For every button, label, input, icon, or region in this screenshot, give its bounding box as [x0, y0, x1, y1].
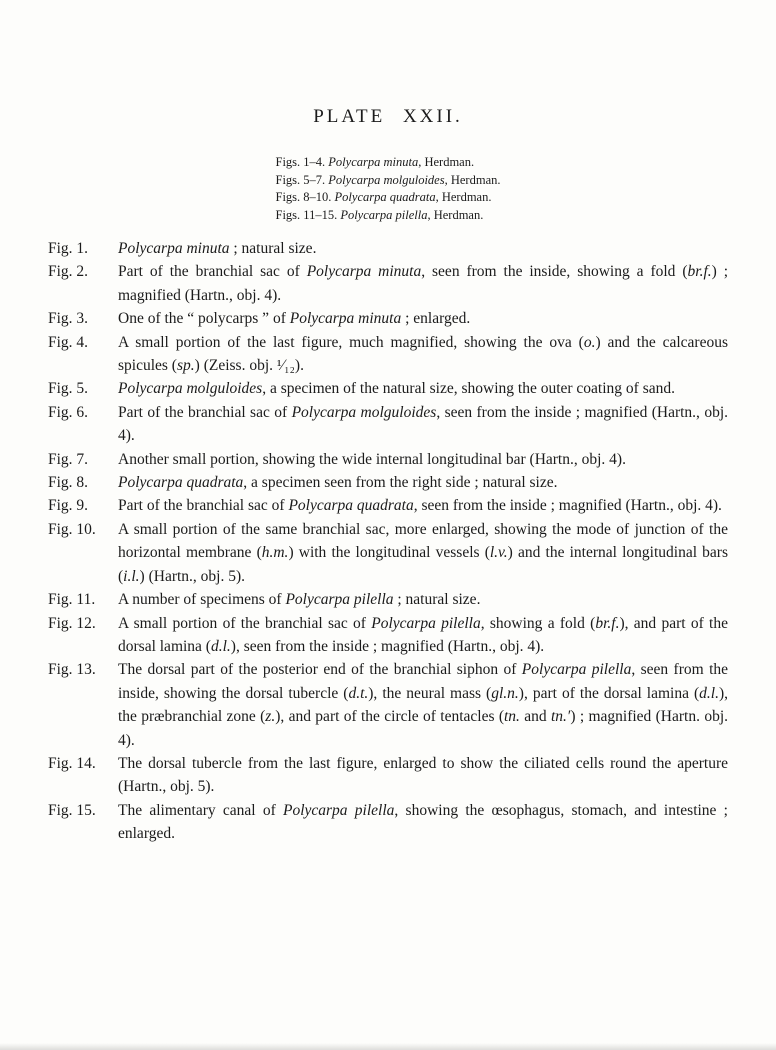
caption-row [48, 260, 728, 307]
figure-label: Fig. 5. [48, 380, 89, 398]
italic-term: Polycarpa minuta [118, 240, 230, 257]
index-line [276, 189, 501, 207]
figure-caption [118, 494, 728, 517]
figure-caption [118, 612, 728, 659]
caption-text: , Herdman. [444, 172, 501, 187]
figure-caption [118, 307, 728, 330]
italic-term: Polycarpa pilella [285, 591, 394, 609]
italic-term: Polycarpa minuta [289, 310, 402, 328]
figure-caption [118, 799, 728, 846]
caption-row [48, 518, 728, 588]
caption-text: ), the neural mass ( [368, 684, 492, 702]
figure-caption [118, 448, 728, 471]
figure-caption [118, 658, 728, 752]
italic-term: tn.′ [551, 708, 571, 726]
caption-row [48, 448, 728, 471]
caption-text: , showing a fold ( [480, 614, 596, 632]
figure-captions [48, 237, 728, 846]
caption-text: Figs. 5–7. [275, 172, 329, 187]
italic-term: Polycarpa quadrata [334, 190, 436, 204]
figure-label: Fig. 14. [48, 754, 96, 772]
italic-term: d.l. [699, 684, 719, 702]
italic-term: Polycarpa molguloides [328, 172, 445, 187]
italic-term: l.v. [489, 544, 508, 562]
caption-text: , seen from the inside, showing the dorsal tubercle ( [118, 661, 728, 702]
italic-term: Polycarpa molguloides [118, 380, 263, 398]
figure-caption [118, 237, 728, 260]
italic-term: br.f. [687, 263, 712, 281]
caption-text: , seen from the inside ; magnified (Hartn., obj. 4). [118, 403, 729, 445]
figure-label: Fig. 6. [48, 403, 89, 421]
caption-row [48, 588, 728, 611]
caption-row [48, 307, 728, 330]
figure-label: Fig. 8. [48, 474, 89, 492]
figure-label: Fig. 7. [48, 450, 89, 468]
caption-text: ) ; magnified (Hartn., obj. 4). [118, 263, 729, 304]
caption-text: ) and the calcareous spicules ( [118, 333, 728, 375]
figure-label: Fig. 3. [48, 310, 89, 328]
caption-text: , Herdman. [435, 190, 492, 204]
italic-term: Polycarpa quadrata [118, 474, 244, 492]
italic-term: Polycarpa quadrata [288, 497, 414, 515]
caption-text: , a specimen of the natural size, showing the outer coating of sand. [262, 380, 675, 398]
caption-text: ), seen from the inside ; magnified (Hartn., obj. 4). [230, 637, 545, 655]
caption-row [48, 658, 728, 752]
figure-label: Fig. 1. [48, 240, 89, 257]
caption-row [48, 752, 728, 799]
caption-text: ) (Hartn., obj. 5). [139, 567, 246, 585]
caption-row [48, 401, 728, 448]
caption-text: ; natural size. [393, 591, 481, 609]
caption-text: , Herdman. [418, 155, 475, 169]
italic-term: Polycarpa pilella [371, 614, 481, 632]
scan-bottom-edge [0, 1043, 776, 1050]
caption-text: A small portion of the last figure, much magnified, showing the ova ( [118, 333, 584, 351]
figure-caption [118, 377, 728, 400]
caption-text: ), part of the dorsal lamina ( [518, 684, 700, 702]
caption-text: , seen from the inside ; magnified (Hartn., obj. 4). [413, 497, 722, 515]
figure-caption [118, 260, 728, 307]
caption-text: A small portion of the branchial sac of [118, 614, 372, 632]
caption-row [48, 237, 728, 260]
caption-text: and [519, 708, 551, 726]
caption-text: Figs. 8–10. [275, 190, 335, 204]
caption-row [48, 377, 728, 400]
italic-term: Polycarpa minuta [306, 263, 422, 281]
caption-text: ) ; magnified (Hartn. obj. 4). [118, 708, 728, 749]
caption-row [48, 331, 728, 378]
italic-term: gl.n. [491, 684, 519, 702]
index-line [276, 172, 501, 190]
caption-text: Part of the branchial sac of [118, 403, 292, 421]
caption-text: Part of the branchial sac of [118, 263, 307, 281]
caption-text: ), and part of the circle of tentacles ( [275, 708, 504, 726]
figure-caption [118, 588, 728, 611]
caption-text: A number of specimens of [118, 591, 286, 609]
caption-text: One of the “ polycarps ” of [118, 310, 290, 328]
italic-term: h.m. [261, 544, 289, 562]
caption-text: ; enlarged. [401, 310, 471, 328]
figure-label: Fig. 13. [48, 661, 96, 679]
caption-text: ; natural size. [229, 240, 317, 257]
italic-term: Polycarpa pilella [521, 661, 632, 679]
caption-text: , showing the œsophagus, stomach, and intestine ; enlarged. [118, 801, 728, 843]
caption-text: , Herdman. [427, 207, 484, 222]
figure-caption [118, 331, 728, 378]
caption-text: The alimentary canal of [118, 801, 283, 819]
italic-term: d.l. [210, 637, 231, 655]
caption-text: Figs. 11–15. [275, 207, 341, 222]
figure-caption [118, 752, 728, 799]
caption-text: Part of the branchial sac of [118, 497, 289, 515]
italic-term: d.t. [348, 684, 369, 702]
caption-row [48, 471, 728, 494]
caption-text: The dorsal tubercle from the last figure, enlarged to show the ciliated cells round the aperture (Hartn., obj. 5). [118, 754, 728, 796]
figure-index-wrapper [48, 154, 728, 224]
caption-text: ) and the internal longitudinal bars ( [118, 544, 728, 585]
index-line [276, 154, 501, 172]
figure-caption [118, 401, 728, 448]
caption-text: ), and part of the dorsal lamina ( [118, 614, 728, 655]
italic-term: z. [265, 708, 276, 726]
italic-term: Polycarpa minuta [328, 155, 419, 169]
caption-text: ) with the longitudinal vessels ( [288, 544, 490, 562]
italic-term: Polycarpa pilella [282, 801, 395, 819]
caption-text: ), the præbranchial zone ( [118, 684, 729, 726]
caption-text: , a specimen seen from the right side ; natural size. [243, 474, 558, 492]
caption-row [48, 799, 728, 846]
italic-term: i.l. [123, 567, 140, 585]
caption-text: The dorsal part of the posterior end of the branchial siphon of [118, 661, 522, 679]
figure-label: Fig. 4. [48, 333, 89, 351]
figure-label: Fig. 10. [48, 520, 96, 538]
figure-label: Fig. 12. [48, 614, 96, 632]
caption-text: Another small portion, showing the wide internal longitudinal bar (Hartn., obj. 4). [118, 450, 626, 468]
figure-index [276, 154, 501, 224]
italic-term: br.f. [595, 614, 620, 632]
figure-caption [118, 518, 728, 588]
index-line [276, 207, 501, 225]
plate-title: PLATE XXII. [313, 106, 463, 127]
italic-term: tn. [504, 708, 520, 726]
figure-label: Fig. 11. [48, 591, 96, 609]
italic-term: o. [583, 333, 596, 351]
figure-caption [118, 471, 728, 494]
caption-row [48, 494, 728, 517]
caption-text: , seen from the inside, showing a fold ( [421, 263, 688, 281]
caption-text: ) (Zeiss. obj. ¹⁄₁₂). [194, 357, 304, 375]
caption-row [48, 612, 728, 659]
italic-term: sp. [176, 357, 195, 375]
figure-label: Fig. 15. [48, 801, 96, 819]
figure-label: Fig. 2. [48, 263, 89, 281]
figure-label: Fig. 9. [48, 497, 89, 515]
caption-text: A small portion of the same branchial sac, more enlarged, showing the mode of junction of the horizontal membrane ( [118, 520, 728, 562]
italic-term: Polycarpa molguloides [291, 403, 437, 421]
caption-text: Figs. 1–4. [275, 155, 329, 169]
italic-term: Polycarpa pilella [340, 207, 428, 222]
